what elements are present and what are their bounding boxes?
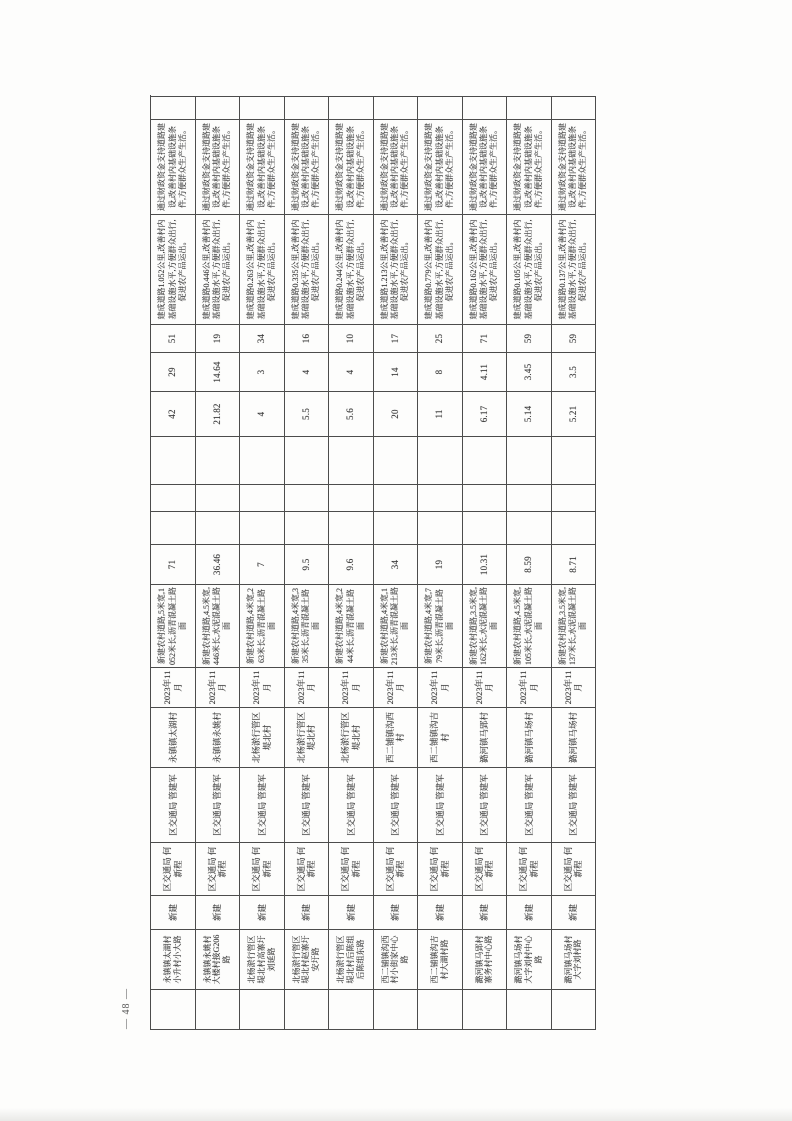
cell-performance-goal: 通过财政资金支持道路建设,改善村内基础设施条件,方便群众生产生活。 [329, 119, 374, 214]
cell-implementing-unit: 区交通局 管建军 [240, 767, 285, 842]
cell-completion-target: 建成道路0.137公里,改善村内基础设施水平,方便群众出行,促进农产品运出。 [552, 214, 597, 324]
cell-empty [196, 511, 241, 544]
cell-responsible-unit: 区交通局 何新程 [552, 842, 597, 895]
cell-quantity: 71 [463, 324, 508, 352]
cell-remarks-empty [196, 96, 241, 119]
cell-empty [329, 484, 374, 511]
cell-empty [285, 484, 330, 511]
cell-serial-empty [329, 989, 374, 1029]
cell-empty [552, 511, 597, 544]
cell-build-content: 新建农村道路,4米宽,263米长,沥青混凝土路面 [240, 584, 285, 667]
cell-build-type: 新建 [151, 895, 196, 929]
cell-performance-goal: 通过财政资金支持道路建设,改善村内基础设施条件,方便群众生产生活。 [374, 119, 419, 214]
cell-empty [507, 484, 552, 511]
cell-location: 潞河镇马场村 [552, 707, 597, 767]
cell-responsible-unit: 区交通局 何新程 [329, 842, 374, 895]
cell-build-content: 新建农村道路,3.5米宽,137米长,水泥混凝土路面 [552, 584, 597, 667]
cell-empty [552, 484, 597, 511]
cell-completion-target: 建成道路0.105公里,改善村内基础设施水平,方便群众出行,促进农产品运出。 [507, 214, 552, 324]
cell-implementing-unit: 区交通局 管建军 [374, 767, 419, 842]
cell-empty [507, 511, 552, 544]
cell-build-content: 新建农村道路,5米宽,1052米长,沥青混凝土路面 [151, 584, 196, 667]
cell-implementing-unit: 区交通局 管建军 [418, 767, 463, 842]
cell-location: 潞河镇马郢村 [463, 707, 508, 767]
cell-location: 西二铺镇沟吉村 [418, 707, 463, 767]
cell-quantity: 59 [552, 324, 597, 352]
cell-investment-b: 3.45 [507, 352, 552, 391]
cell-investment-total: 7 [240, 544, 285, 584]
cell-remarks-empty [418, 96, 463, 119]
cell-quantity: 51 [151, 324, 196, 352]
cell-investment-b: 4 [329, 352, 374, 391]
cell-investment-total: 8.59 [507, 544, 552, 584]
cell-empty [374, 436, 419, 484]
cell-completion-date: 2023年11月 [507, 667, 552, 707]
cell-empty [240, 436, 285, 484]
cell-completion-date: 2023年11月 [463, 667, 508, 707]
cell-investment-b: 8 [418, 352, 463, 391]
cell-remarks-empty [329, 96, 374, 119]
cell-remarks-empty [552, 96, 597, 119]
cell-investment-b: 3 [240, 352, 285, 391]
cell-location: 北杨淤行管区堤北村 [240, 707, 285, 767]
cell-responsible-unit: 区交通局 何新程 [507, 842, 552, 895]
cell-completion-target: 建成道路0.335公里,改善村内基础设施水平,方便群众出行,促进农产品运出。 [285, 214, 330, 324]
scan-edge-shading [0, 1108, 792, 1121]
cell-completion-target: 建成道路0.263公里,改善村内基础设施水平,方便群众出行,促进农产品运出。 [240, 214, 285, 324]
cell-empty [285, 511, 330, 544]
cell-investment-a: 5.14 [507, 391, 552, 436]
cell-serial-empty [463, 989, 508, 1029]
cell-completion-date: 2023年11月 [552, 667, 597, 707]
cell-responsible-unit: 区交通局 何新程 [374, 842, 419, 895]
cell-location: 永镇镇太湖村 [151, 707, 196, 767]
cell-investment-total: 36.46 [196, 544, 241, 584]
cell-empty [463, 436, 508, 484]
cell-investment-a: 42 [151, 391, 196, 436]
projects-table [150, 95, 596, 1030]
cell-investment-a: 21.82 [196, 391, 241, 436]
cell-investment-a: 4 [240, 391, 285, 436]
cell-quantity: 25 [418, 324, 463, 352]
cell-completion-target: 建成道路0.244公里,改善村内基础设施水平,方便群众出行,促进农产品运出。 [329, 214, 374, 324]
cell-project-name: 永镇镇永姚村大楼村接G206路 [196, 929, 241, 989]
cell-location: 西二铺镇沟西村 [374, 707, 419, 767]
cell-investment-b: 29 [151, 352, 196, 391]
cell-empty [463, 511, 508, 544]
cell-remarks-empty [507, 96, 552, 119]
cell-responsible-unit: 区交通局 何新程 [196, 842, 241, 895]
cell-empty [151, 511, 196, 544]
cell-serial-empty [507, 989, 552, 1029]
cell-build-type: 新建 [552, 895, 597, 929]
cell-implementing-unit: 区交通局 管建军 [151, 767, 196, 842]
cell-performance-goal: 通过财政资金支持道路建设,改善村内基础设施条件,方便群众生产生活。 [285, 119, 330, 214]
cell-project-name: 西二铺镇沟吉村大湖村路 [418, 929, 463, 989]
cell-empty [196, 436, 241, 484]
cell-empty [463, 484, 508, 511]
cell-investment-a: 20 [374, 391, 419, 436]
cell-empty [418, 436, 463, 484]
cell-responsible-unit: 区交通局 何新程 [463, 842, 508, 895]
cell-remarks-empty [151, 96, 196, 119]
cell-responsible-unit: 区交通局 何新程 [240, 842, 285, 895]
cell-project-name: 西二铺镇沟西村小街家中心路 [374, 929, 419, 989]
cell-empty [240, 511, 285, 544]
cell-investment-total: 10.31 [463, 544, 508, 584]
cell-empty [418, 484, 463, 511]
cell-performance-goal: 通过财政资金支持道路建设,改善村内基础设施条件,方便群众生产生活。 [240, 119, 285, 214]
cell-build-content: 新建农村道路,4米宽,779米长,沥青混凝土路面 [418, 584, 463, 667]
cell-location: 北杨淤行管区堤北村 [329, 707, 374, 767]
cell-empty [374, 484, 419, 511]
cell-empty [507, 436, 552, 484]
cell-empty [418, 511, 463, 544]
cell-serial-empty [196, 989, 241, 1029]
cell-build-type: 新建 [418, 895, 463, 929]
cell-quantity: 16 [285, 324, 330, 352]
cell-remarks-empty [463, 96, 508, 119]
cell-empty [374, 511, 419, 544]
cell-location: 潞河镇马场村 [507, 707, 552, 767]
cell-investment-total: 8.71 [552, 544, 597, 584]
cell-completion-date: 2023年11月 [418, 667, 463, 707]
cell-build-content: 新建农村道路,4米宽,244米长,沥青混凝土路面 [329, 584, 374, 667]
cell-quantity: 34 [240, 324, 285, 352]
cell-completion-date: 2023年11月 [151, 667, 196, 707]
cell-investment-total: 19 [418, 544, 463, 584]
cell-implementing-unit: 区交通局 管建军 [507, 767, 552, 842]
cell-investment-a: 11 [418, 391, 463, 436]
cell-empty [151, 436, 196, 484]
cell-empty [552, 436, 597, 484]
cell-serial-empty [285, 989, 330, 1029]
cell-completion-target: 建成道路0.162公里,改善村内基础设施水平,方便群众出行,促进农产品运出。 [463, 214, 508, 324]
cell-completion-target: 建成道路0.446公里,改善村内基础设施水平,方便群众出行,促进农产品运出。 [196, 214, 241, 324]
cell-build-type: 新建 [240, 895, 285, 929]
cell-serial-empty [151, 989, 196, 1029]
cell-location: 永镇镇永姚村 [196, 707, 241, 767]
cell-build-type: 新建 [329, 895, 374, 929]
cell-build-content: 新建农村道路,4米宽,335米长,沥青混凝土路面 [285, 584, 330, 667]
cell-investment-b: 4 [285, 352, 330, 391]
cell-build-type: 新建 [507, 895, 552, 929]
cell-empty [329, 511, 374, 544]
cell-build-type: 新建 [285, 895, 330, 929]
cell-project-name: 北杨淤行管区堤北村后陈组后陈组东路 [329, 929, 374, 989]
cell-quantity: 19 [196, 324, 241, 352]
page-number: — 48 — [121, 988, 132, 1029]
cell-responsible-unit: 区交通局 何新程 [418, 842, 463, 895]
rotated-table-wrapper [150, 95, 595, 1030]
cell-investment-a: 6.17 [463, 391, 508, 436]
cell-project-name: 潞河镇马场村大字刘村路 [552, 929, 597, 989]
cell-implementing-unit: 区交通局 管建军 [196, 767, 241, 842]
cell-performance-goal: 通过财政资金支持道路建设,改善村内基础设施条件,方便群众生产生活。 [418, 119, 463, 214]
cell-investment-total: 71 [151, 544, 196, 584]
cell-serial-empty [240, 989, 285, 1029]
cell-project-name: 永镇镇太湖村小升村小大路 [151, 929, 196, 989]
cell-investment-total: 9.5 [285, 544, 330, 584]
cell-investment-b: 14.64 [196, 352, 241, 391]
cell-implementing-unit: 区交通局 管建军 [463, 767, 508, 842]
cell-implementing-unit: 区交通局 管建军 [552, 767, 597, 842]
cell-performance-goal: 通过财政资金支持道路建设,改善村内基础设施条件,方便群众生产生活。 [151, 119, 196, 214]
cell-project-name: 潞河镇马郢村寨务村中心路 [463, 929, 508, 989]
cell-quantity: 17 [374, 324, 419, 352]
cell-performance-goal: 通过财政资金支持道路建设,改善村内基础设施条件,方便群众生产生活。 [196, 119, 241, 214]
cell-quantity: 59 [507, 324, 552, 352]
cell-serial-empty [552, 989, 597, 1029]
cell-investment-b: 3.5 [552, 352, 597, 391]
cell-build-content: 新建农村道路,4.5米宽,446米长,水泥混凝土路面 [196, 584, 241, 667]
cell-project-name: 潞河镇马场村大字刘村中心路 [507, 929, 552, 989]
cell-completion-date: 2023年11月 [196, 667, 241, 707]
cell-completion-date: 2023年11月 [374, 667, 419, 707]
cell-completion-date: 2023年11月 [329, 667, 374, 707]
cell-remarks-empty [240, 96, 285, 119]
cell-build-type: 新建 [196, 895, 241, 929]
cell-serial-empty [374, 989, 419, 1029]
cell-empty [196, 484, 241, 511]
cell-project-name: 北杨淤行管区堤北村赵寨圩安圩路 [285, 929, 330, 989]
cell-investment-total: 34 [374, 544, 419, 584]
cell-performance-goal: 通过财政资金支持道路建设,改善村内基础设施条件,方便群众生产生活。 [552, 119, 597, 214]
cell-serial-empty [418, 989, 463, 1029]
cell-remarks-empty [285, 96, 330, 119]
cell-project-name: 北杨淤行管区堤北村高寨圩刘延路 [240, 929, 285, 989]
cell-responsible-unit: 区交通局 何新程 [285, 842, 330, 895]
cell-empty [151, 484, 196, 511]
cell-build-type: 新建 [463, 895, 508, 929]
cell-implementing-unit: 区交通局 管建军 [285, 767, 330, 842]
cell-completion-target: 建成道路1.213公里,改善村内基础设施水平,方便群众出行,促进农产品运出。 [374, 214, 419, 324]
cell-empty [240, 484, 285, 511]
cell-remarks-empty [374, 96, 419, 119]
cell-quantity: 10 [329, 324, 374, 352]
cell-investment-a: 5.5 [285, 391, 330, 436]
cell-completion-date: 2023年11月 [285, 667, 330, 707]
cell-location: 北杨淤行管区堤北村 [285, 707, 330, 767]
cell-investment-b: 14 [374, 352, 419, 391]
cell-completion-target: 建成道路1.052公里,改善村内基础设施水平,方便群众出行,促进农产品运出。 [151, 214, 196, 324]
cell-build-content: 新建农村道路,4.5米宽,105米长,水泥混凝土路面 [507, 584, 552, 667]
cell-empty [329, 436, 374, 484]
cell-performance-goal: 通过财政资金支持道路建设,改善村内基础设施条件,方便群众生产生活。 [463, 119, 508, 214]
cell-investment-a: 5.6 [329, 391, 374, 436]
cell-build-type: 新建 [374, 895, 419, 929]
cell-completion-date: 2023年11月 [240, 667, 285, 707]
cell-completion-target: 建成道路0.779公里,改善村内基础设施水平,方便群众出行,促进农产品运出。 [418, 214, 463, 324]
cell-investment-total: 9.6 [329, 544, 374, 584]
cell-build-content: 新建农村道路,3.5米宽,162米长,水泥混凝土路面 [463, 584, 508, 667]
cell-investment-a: 5.21 [552, 391, 597, 436]
cell-responsible-unit: 区交通局 何新程 [151, 842, 196, 895]
cell-build-content: 新建农村道路,4米宽,1213米长,沥青混凝土路面 [374, 584, 419, 667]
cell-empty [285, 436, 330, 484]
cell-performance-goal: 通过财政资金支持道路建设,改善村内基础设施条件,方便群众生产生活。 [507, 119, 552, 214]
cell-investment-b: 4.11 [463, 352, 508, 391]
cell-implementing-unit: 区交通局 管建军 [329, 767, 374, 842]
